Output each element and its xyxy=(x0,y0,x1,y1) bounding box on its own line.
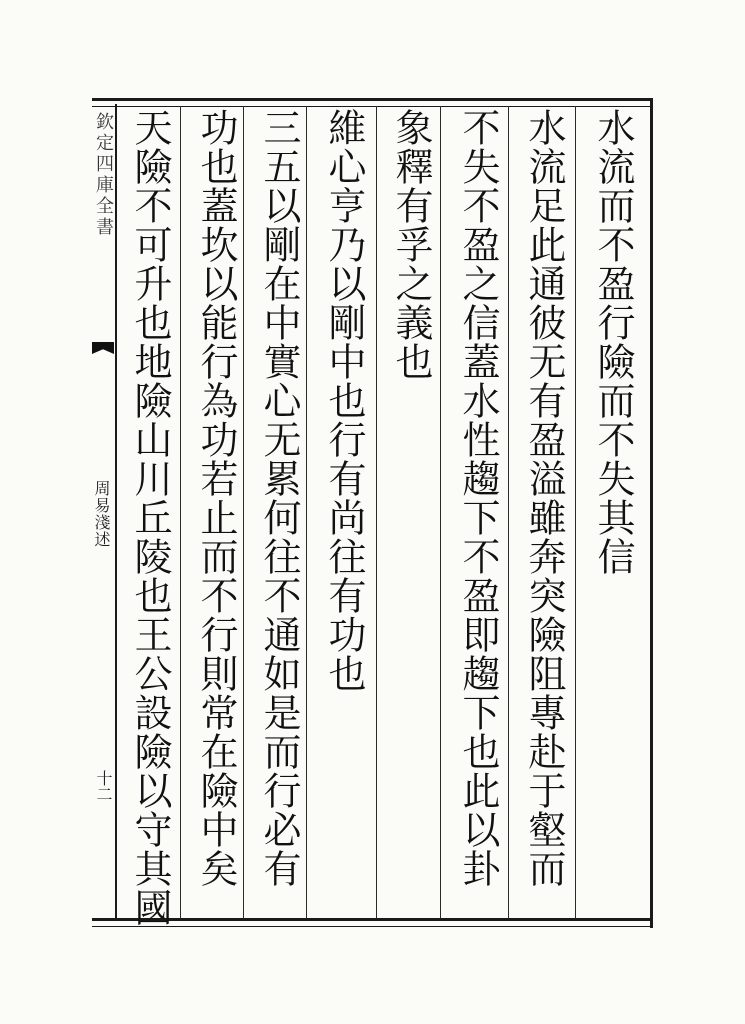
text-column-2: 水流足此通彼无有盈溢雖奔突險阻專赴于壑而 xyxy=(522,108,566,888)
column-divider xyxy=(508,106,509,918)
right-border xyxy=(650,98,653,928)
work-title: 周易淺述 xyxy=(92,480,111,548)
text-column-1: 水流而不盈行險而不失其信 xyxy=(591,108,635,576)
bottom-border xyxy=(92,918,652,921)
text-column-4: 象釋有孚之義也 xyxy=(389,108,433,381)
page-number: 十二 xyxy=(94,770,113,802)
fishtail-mark-icon xyxy=(92,342,114,354)
column-divider xyxy=(376,106,377,918)
text-column-8: 天險不可升也地險山川丘陵也王公設險以守其國 xyxy=(128,108,172,927)
text-column-3: 不失不盈之信蓋水性趨下不盈即趨下也此以卦 xyxy=(456,108,500,888)
text-column-5: 維心亨乃以剛中也行有尚往有功也 xyxy=(322,108,366,693)
column-divider xyxy=(306,106,307,918)
column-divider xyxy=(575,106,576,918)
column-divider xyxy=(440,106,441,918)
column-divider xyxy=(243,106,244,918)
column-divider xyxy=(180,106,181,918)
bottom-border-inner xyxy=(92,926,652,927)
top-border xyxy=(92,98,652,101)
top-border-inner xyxy=(92,106,652,107)
text-column-6: 三五以剛在中實心无累何往不通如是而行必有 xyxy=(257,108,301,888)
text-column-7: 功也蓋坎以能行為功若止而不行則常在險中矣 xyxy=(194,108,238,888)
book-title: 欽定四庫全書 xyxy=(93,112,114,238)
